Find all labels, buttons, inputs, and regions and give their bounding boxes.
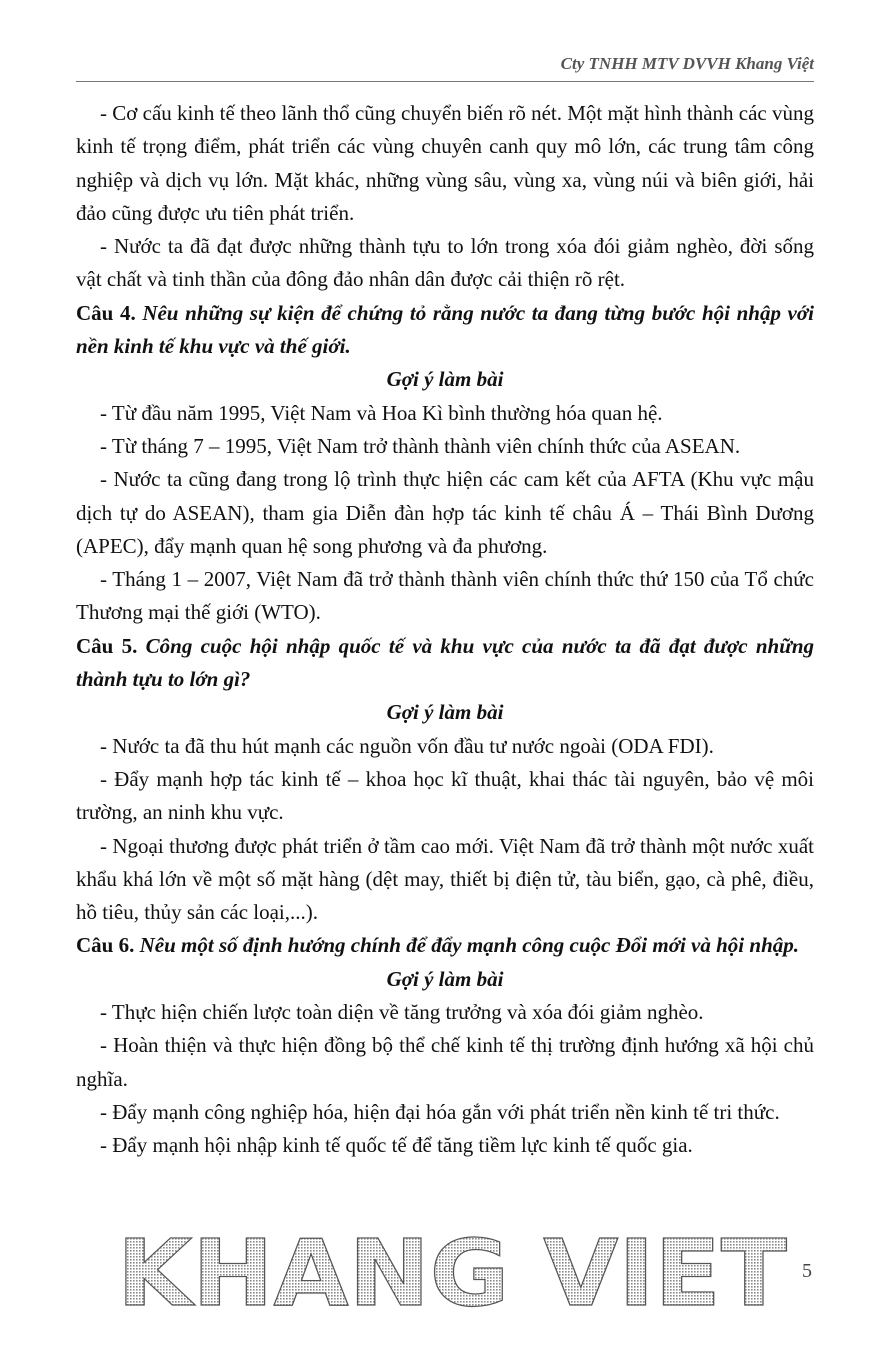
question-text: Nêu những sự kiện để chứng tỏ rằng nước ta đang từng bước hội nhập với nền kinh tế khu vực và thế giới. xyxy=(76,300,814,359)
question-number: Câu 4. xyxy=(76,300,136,325)
body-paragraph: - Từ tháng 7 – 1995, Việt Nam trở thành thành viên chính thức của ASEAN. xyxy=(100,433,741,458)
page-number: 5 xyxy=(802,1260,812,1282)
body-paragraph: - Ngoại thương được phát triển ở tầm cao mới. Việt Nam đã trở thành một nước xuất khẩu khá lớn về một số mặt hàng (dệt may, thiết bị điện tử, tàu biển, gạo, cà phê, điều, hồ tiêu, thủy sản các loại,...). xyxy=(76,833,814,925)
document-body xyxy=(76,97,814,1163)
question-number: Câu 6. xyxy=(76,933,135,958)
body-paragraph: - Nước ta cũng đang trong lộ trình thực hiện các cam kết của AFTA (Khu vực mậu dịch tự do ASEAN), tham gia Diễn đàn hợp tác kinh tế châu Á – Thái Bình Dương (APEC), đẩy mạnh quan hệ song phương và đa phương. xyxy=(76,467,814,558)
running-header: Cty TNHH MTV DVVH Khang Việt xyxy=(560,54,814,73)
body-paragraph: - Tháng 1 – 2007, Việt Nam đã trở thành thành viên chính thức thứ 150 của Tổ chức Thương mại thế giới (WTO). xyxy=(76,567,814,625)
body-paragraph: - Thực hiện chiến lược toàn diện về tăng trưởng và xóa đói giảm nghèo. xyxy=(100,1000,704,1025)
body-paragraph: - Đẩy mạnh hội nhập kinh tế quốc tế để tăng tiềm lực kinh tế quốc gia. xyxy=(100,1133,693,1158)
answer-hint-heading: Gợi ý làm bài xyxy=(386,700,504,725)
question-text: Công cuộc hội nhập quốc tế và khu vực của nước ta đã đạt được những thành tựu to lớn gì? xyxy=(76,633,814,692)
question-heading xyxy=(76,929,814,962)
question-text: Nêu một số định hướng chính để đẩy mạnh công cuộc Đổi mới và hội nhập. xyxy=(139,933,799,958)
body-paragraph: - Đẩy mạnh hợp tác kinh tế – khoa học kĩ thuật, khai thác tài nguyên, bảo vệ môi trường, an ninh khu vực. xyxy=(76,766,814,825)
question-number: Câu 5. xyxy=(76,633,138,658)
body-paragraph: - Cơ cấu kinh tế theo lãnh thổ cũng chuyển biến rõ nét. Một mặt hình thành các vùng kinh tế trọng điểm, phát triển các vùng chuyên canh quy mô lớn, các trung tâm công nghiệp và dịch vụ lớn. Mặt khác, những vùng sâu, vùng xa, vùng núi và biên giới, hải đảo cũng được ưu tiên phát triển. xyxy=(76,101,814,225)
answer-hint-heading: Gợi ý làm bài xyxy=(386,367,504,392)
header-rule xyxy=(76,81,814,82)
body-paragraph: - Nước ta đã thu hút mạnh các nguồn vốn đầu tư nước ngoài (ODA FDI). xyxy=(100,733,714,758)
body-paragraph: - Đẩy mạnh công nghiệp hóa, hiện đại hóa gắn với phát triển nền kinh tế tri thức. xyxy=(100,1099,780,1124)
khang-viet-watermark xyxy=(112,1232,792,1314)
question-heading xyxy=(76,297,814,364)
body-paragraph: - Nước ta đã đạt được những thành tựu to lớn trong xóa đói giảm nghèo, đời sống vật chất và tinh thần của đông đảo nhân dân được cải thiện rõ rệt. xyxy=(76,234,814,292)
body-paragraph: - Từ đầu năm 1995, Việt Nam và Hoa Kì bình thường hóa quan hệ. xyxy=(100,400,663,425)
answer-hint-heading: Gợi ý làm bài xyxy=(386,966,504,991)
question-heading xyxy=(76,630,814,697)
body-paragraph: - Hoàn thiện và thực hiện đồng bộ thể chế kinh tế thị trường định hướng xã hội chủ nghĩa. xyxy=(76,1033,814,1091)
svg-text:KHANG VIET: KHANG VIET xyxy=(117,1232,788,1314)
